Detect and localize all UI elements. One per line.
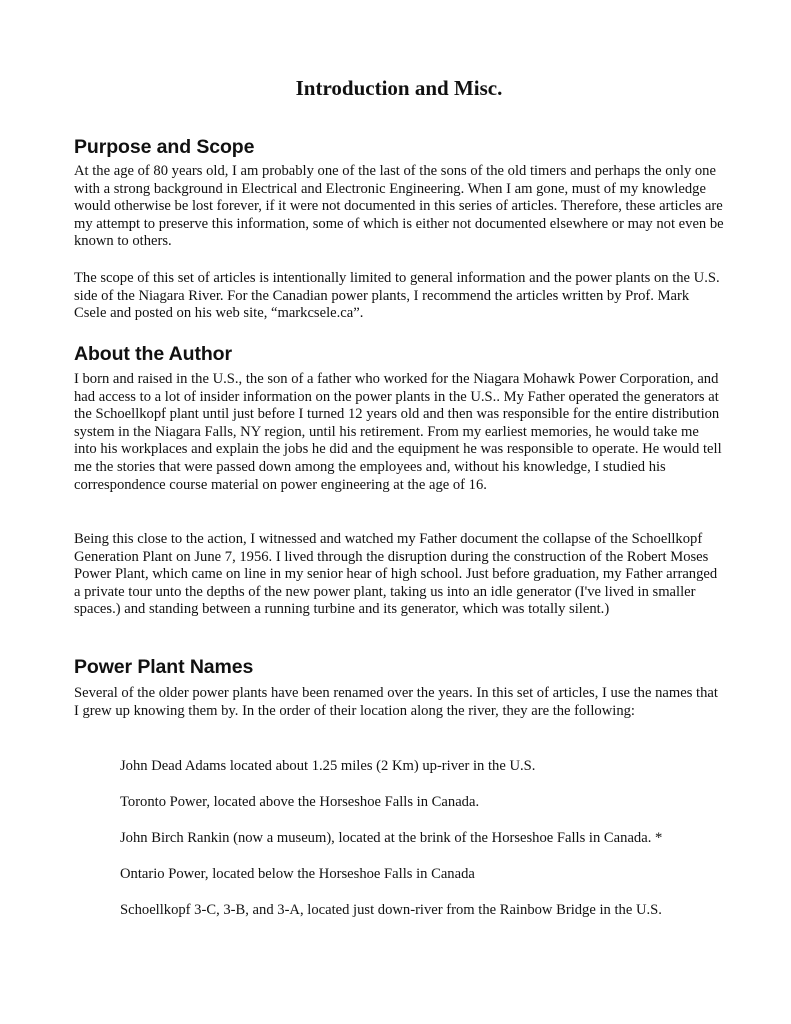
section-heading-purpose: Purpose and Scope — [74, 136, 255, 158]
list-item: John Dead Adams located about 1.25 miles (2 Km) up-river in the U.S. — [120, 758, 536, 774]
paragraph-purpose-2: The scope of this set of articles is intentionally limited to general information and the power plants on the U.S. side of the Niagara River. For the Canadian power plants, I recommend the articles written by Prof. Mark Csele and posted on his web site, “markcsele.ca”. — [74, 270, 720, 322]
list-item: John Birch Rankin (now a museum), located at the brink of the Horseshoe Falls in Canada. * — [120, 830, 663, 846]
paragraph-purpose-1: At the age of 80 years old, I am probably one of the last of the sons of the old timers and perhaps the only one with a strong background in Electrical and Electronic Engineering. When I am gone, must of my knowledge would otherwise be lost forever, if it were not documented in this series of articles. Therefore, these articles are my attempt to preserve this information, some of which is either not documented elsewhere or may not even be known to others. — [74, 163, 724, 250]
page-title: Introduction and Misc. — [295, 76, 503, 100]
paragraph-author-1: I born and raised in the U.S., the son of a father who worked for the Niagara Mohawk Power Corporation, and had access to a lot of insider information on the power plants in the U.S.. My Father operated the generators at the Schoellkopf plant until just before I turned 12 years old and then was responsible for the entire distribution system in the Niagara Falls, NY region, until his retirement. From my earliest memories, he would take me into his workplaces and explain the jobs he did and the equipment he was responsible to operate. He would tell me the stories that were passed down among the employees and, without his knowledge, I studied his correspondence course material on power engineering at the age of 16. — [74, 371, 722, 493]
section-heading-plant-names: Power Plant Names — [74, 656, 254, 678]
list-item: Ontario Power, located below the Horseshoe Falls in Canada — [120, 866, 475, 882]
paragraph-plant-names: Several of the older power plants have been renamed over the years. In this set of articles, I use the names that I grew up knowing them by. In the order of their location along the river, they are the following: — [74, 685, 718, 719]
paragraph-author-2: Being this close to the action, I witnessed and watched my Father document the collapse of the Schoellkopf Generation Plant on June 7, 1956. I lived through the disruption during the construction of the Robert Moses Power Plant, which came on line in my senior hear of high school. Just before graduation, my Father arranged a private tour unto the depths of the new power plant, taking us into an idle generator (I've lived in smaller spaces.) and standing between a running turbine and its generator, which was totally silent.) — [74, 531, 718, 618]
list-item: Toronto Power, located above the Horseshoe Falls in Canada. — [120, 794, 480, 810]
list-item: Schoellkopf 3-C, 3-B, and 3-A, located just down-river from the Rainbow Bridge in the U.S. — [120, 902, 662, 918]
section-heading-author: About the Author — [74, 343, 232, 365]
